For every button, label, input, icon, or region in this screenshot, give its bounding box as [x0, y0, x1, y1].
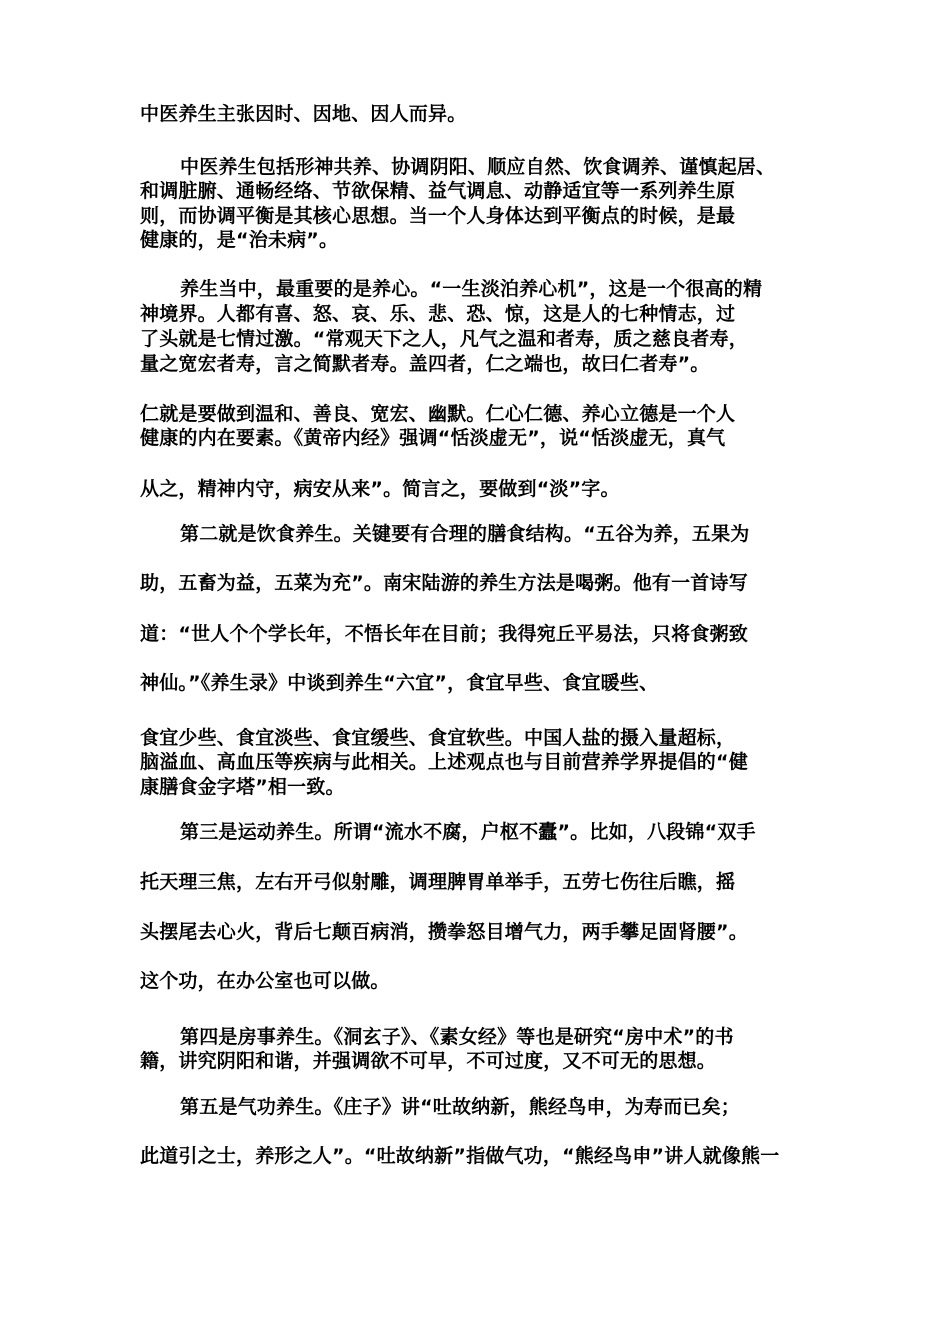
- text-line: 助，五畜为益，五菜为充”。南宋陆游的养生方法是喝粥。他有一首诗写: [140, 572, 748, 594]
- paragraph-first-line: 第三是运动养生。所谓“流水不腐，户枢不蠹”。比如，八段锦“双手: [180, 821, 756, 843]
- text-line: 量之宽宏者寿，言之简默者寿。盖四者，仁之端也，故曰仁者寿”。: [140, 353, 710, 375]
- text-line: 中医养生主张因时、因地、因人而异。: [140, 103, 467, 125]
- text-line: 这个功，在办公室也可以做。: [140, 970, 390, 992]
- text-line: 康膳食金字塔”相一致。: [140, 776, 345, 798]
- paragraph-first-line: 第二就是饮食养生。关键要有合理的膳食结构。“五谷为养，五果为: [180, 523, 750, 545]
- paragraph-first-line: 第五是气功养生。《庄子》讲“吐故纳新，熊经鸟申，为寿而已矣；: [180, 1096, 740, 1118]
- paragraph-first-line: 养生当中，最重要的是养心。“一生淡泊养心机”，这是一个很高的精: [180, 278, 763, 300]
- text-line: 和调脏腑、通畅经络、节欲保精、益气调息、动静适宜等一系列养生原: [140, 180, 736, 202]
- paragraph-first-line: 第四是房事养生。《洞玄子》、《素女经》等也是研究“房中术”的书: [180, 1026, 734, 1048]
- text-line: 食宜少些、食宜淡些、食宜缓些、食宜软些。中国人盐的摄入量超标，: [140, 727, 736, 749]
- text-line: 此道引之士，养形之人”。“吐故纳新”指做气功，“熊经鸟申”讲人就像熊一: [140, 1145, 780, 1167]
- text-line: 头摆尾去心火，背后七颠百病消，攒拳怒目增气力，两手攀足固肾腰”。: [140, 921, 748, 943]
- text-line: 神境界。人都有喜、怒、哀、乐、悲、恐、惊，这是人的七种情志，过: [140, 303, 736, 325]
- text-line: 了头就是七情过激。“常观天下之人，凡气之温和者寿，质之慈良者寿，: [140, 328, 748, 350]
- text-line: 托天理三焦，左右开弓似射雕，调理脾胃单举手，五劳七伤往后瞧，摇: [140, 871, 736, 893]
- text-line: 道：“世人个个学长年，不悟长年在目前；我得宛丘平易法，只将食粥致: [140, 623, 748, 645]
- text-line: 健康的，是“治未病”。: [140, 229, 339, 251]
- text-line: 从之，精神内守，病安从来”。简言之，要做到“淡”字。: [140, 478, 620, 500]
- text-line: 健康的内在要素。《黄帝内经》强调“恬淡虚无”，说“恬淡虚无，真气: [140, 427, 726, 449]
- text-line: 籍，讲究阴阳和谐，并强调欲不可早，不可过度，又不可无的思想。: [140, 1050, 717, 1072]
- text-line: 则，而协调平衡是其核心思想。当一个人身体达到平衡点的时候，是最: [140, 205, 736, 227]
- paragraph-first-line: 中医养生包括形神共养、协调阴阳、顺应自然、饮食调养、谨慎起居、: [180, 156, 776, 178]
- text-line: 仁就是要做到温和、善良、宽宏、幽默。仁心仁德、养心立德是一个人: [140, 403, 736, 425]
- text-line: 脑溢血、高血压等疾病与此相关。上述观点也与目前营养学界提倡的“健: [140, 751, 748, 773]
- text-line: 神仙。”《养生录》中谈到养生“六宜”，食宜早些、食宜暖些、: [140, 672, 659, 694]
